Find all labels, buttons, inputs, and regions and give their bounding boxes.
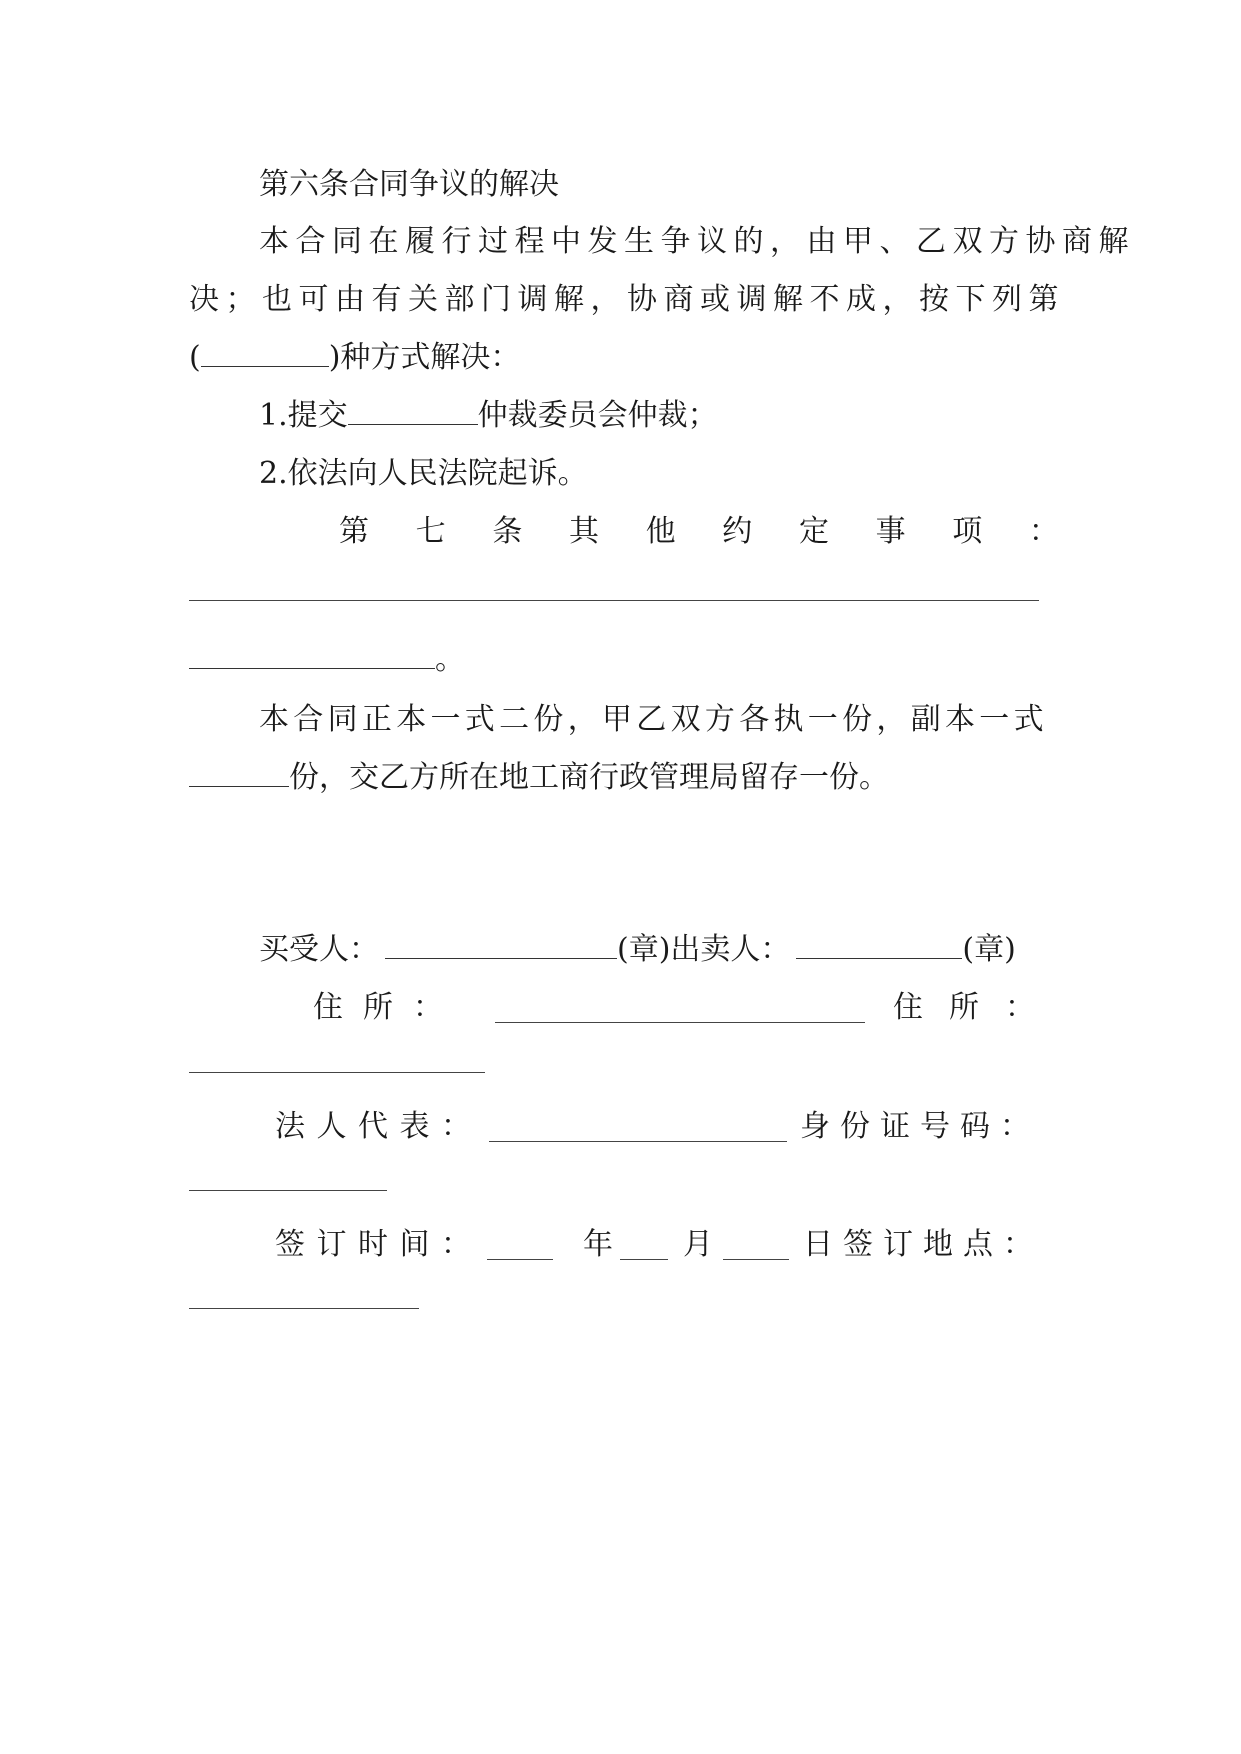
- month-blank[interactable]: [620, 1259, 668, 1260]
- month-char: 月: [683, 1227, 713, 1262]
- legal-rep-char: 代: [358, 1109, 388, 1144]
- year-blank[interactable]: [487, 1259, 553, 1260]
- id-number-blank[interactable]: [189, 1190, 387, 1191]
- buyer-address-label: [313, 988, 493, 1028]
- article-7-char: 七: [415, 514, 446, 549]
- month-label: [683, 1225, 723, 1265]
- sign-place-blank[interactable]: [189, 1308, 419, 1309]
- option-1-prefix: 1.提交: [259, 398, 348, 433]
- buyer-address-blank[interactable]: [495, 1022, 865, 1023]
- article-7-char: ：: [1028, 514, 1059, 549]
- day-place-char: 订: [883, 1227, 913, 1262]
- option-2: [189, 454, 1059, 494]
- legal-rep-char: ：: [441, 1109, 471, 1144]
- article-7-char: 定: [798, 514, 829, 549]
- date-char: ：: [441, 1227, 471, 1262]
- id-number-label: [800, 1107, 1066, 1147]
- year-label: [583, 1225, 623, 1265]
- article-7-char: 约: [722, 514, 753, 549]
- para-line-2-text: 决；也可由有关部门调解，协商或调解不成，按下列第: [189, 282, 1065, 317]
- seller-address-label: [893, 988, 1063, 1028]
- seller-seal: (章): [962, 932, 1016, 967]
- buyer-seal: (章): [617, 932, 671, 967]
- buyer-seller-line: [259, 930, 1069, 970]
- day-place-char: 日: [803, 1227, 833, 1262]
- id-number-char: 身: [800, 1109, 830, 1144]
- id-number-char: 证: [880, 1109, 910, 1144]
- duplicate-count-blank[interactable]: [189, 758, 289, 787]
- article-6-title-text: 第六条合同争议的解决: [259, 167, 559, 202]
- article-6-para-line-1: [189, 222, 1135, 262]
- date-char: 订: [316, 1227, 347, 1262]
- year-char: 年: [583, 1227, 613, 1262]
- article-6-para-line-2: [189, 280, 1065, 320]
- buyer-name-blank[interactable]: [385, 930, 617, 959]
- address-char: 所: [363, 990, 393, 1025]
- option-1-suffix: 仲裁委员会仲裁；: [477, 398, 718, 433]
- method-number-blank[interactable]: [201, 338, 329, 367]
- legal-rep-char: 人: [316, 1109, 347, 1144]
- copies-line-2: [189, 758, 1059, 798]
- article-7-char: 第: [339, 514, 369, 549]
- legal-rep-char: 法: [275, 1109, 305, 1144]
- legal-rep-blank[interactable]: [489, 1141, 787, 1142]
- article-6-para-line-3: [189, 338, 1059, 378]
- article-7-char: 条: [492, 514, 523, 549]
- seller-name-blank[interactable]: [796, 930, 962, 959]
- copies-line-2-text: 份，交乙方所在地工商行政管理局留存一份。: [289, 760, 889, 795]
- day-place-char: 点: [963, 1227, 993, 1262]
- option-1: [189, 396, 1059, 436]
- sign-date-label: [275, 1225, 475, 1265]
- para-line-1-text: 本合同在履行过程中发生争议的，由甲、乙双方协商解: [259, 224, 1135, 259]
- id-number-char: 码: [960, 1109, 990, 1144]
- legal-rep-label: [275, 1107, 475, 1147]
- method-suffix: )种方式解决：: [328, 340, 521, 375]
- article-7-char: 项: [952, 514, 983, 549]
- other-matters-blank-line-2[interactable]: [189, 640, 435, 669]
- id-number-char: ：: [1000, 1109, 1030, 1144]
- date-char: 时: [358, 1227, 388, 1262]
- date-char: 签: [275, 1227, 305, 1262]
- other-matters-blank-line-1[interactable]: [189, 600, 1039, 601]
- copies-line-1: [189, 700, 1059, 740]
- legal-rep-char: 表: [399, 1109, 430, 1144]
- address-char: ：: [1005, 990, 1035, 1025]
- article-7-end-mark: 。: [435, 642, 465, 677]
- seller-label: 出卖人：: [670, 932, 791, 967]
- copies-line-1-text: 本合同正本一式二份，甲乙双方各执一份，副本一式: [259, 702, 1048, 737]
- seller-address-blank[interactable]: [189, 1072, 485, 1073]
- article-7-char: 事: [875, 514, 906, 549]
- article-7-title: [189, 512, 1059, 552]
- address-char: 住: [893, 990, 923, 1025]
- day-place-char: 地: [923, 1227, 953, 1262]
- other-matters-line-2: [189, 640, 1059, 680]
- buyer-label: 买受人：: [259, 932, 379, 967]
- day-blank[interactable]: [723, 1259, 789, 1260]
- article-7-char: 其: [568, 514, 599, 549]
- date-char: 间: [399, 1227, 430, 1262]
- option-2-text: 2.依法向人民法院起诉。: [259, 456, 588, 491]
- article-7-char: 他: [645, 514, 676, 549]
- address-char: 所: [949, 990, 979, 1025]
- address-char: ：: [413, 990, 443, 1025]
- day-place-char: ：: [1003, 1227, 1033, 1262]
- arbitration-committee-blank[interactable]: [348, 396, 478, 425]
- day-place-label: [803, 1225, 1063, 1265]
- day-place-char: 签: [843, 1227, 873, 1262]
- address-char: 住: [313, 990, 343, 1025]
- id-number-char: 份: [840, 1109, 870, 1144]
- paren-open: (: [189, 340, 201, 375]
- article-6-title: [189, 165, 1059, 205]
- id-number-char: 号: [920, 1109, 950, 1144]
